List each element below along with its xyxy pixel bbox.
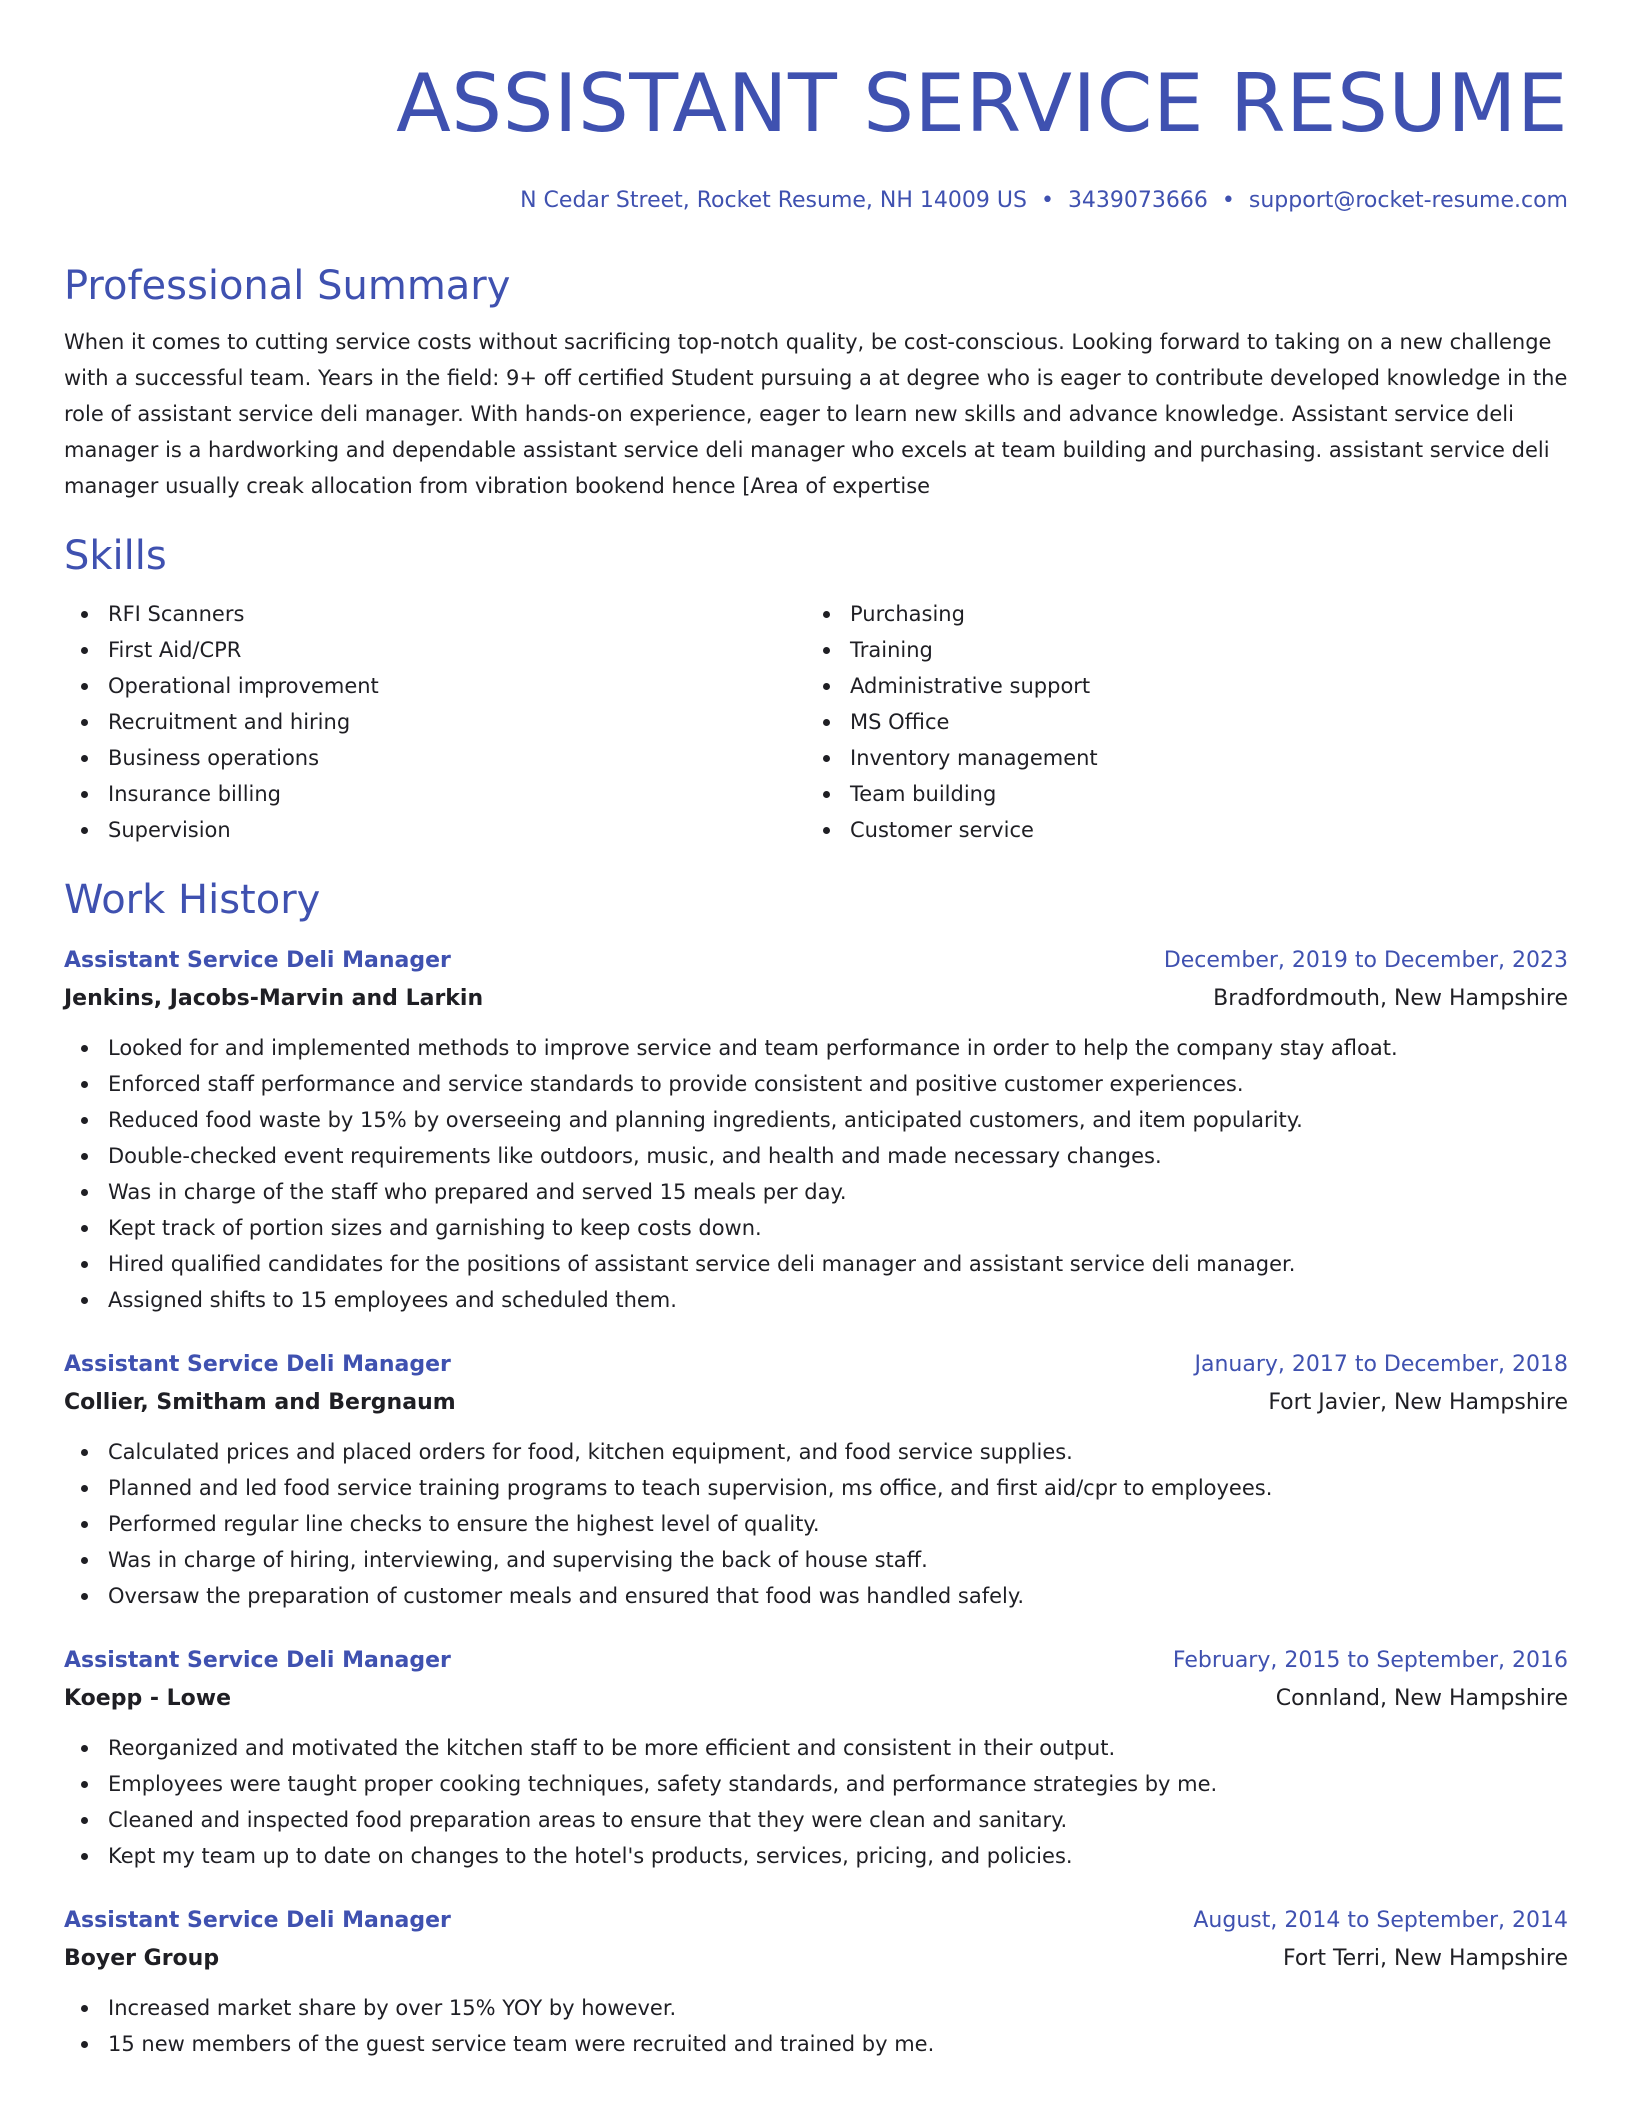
- job-bullet: Cleaned and inspected food preparation areas to ensure that they were clean and sanitary.: [108, 1802, 1568, 1838]
- skill-item: Administrative support: [850, 668, 1548, 704]
- job-company-row: [64, 980, 1568, 1018]
- resume-page: [64, 0, 1568, 2062]
- job-bullet: Was in charge of hiring, interviewing, and supervising the back of house staff.: [108, 1542, 1568, 1578]
- job-bullet: Was in charge of the staff who prepared and served 15 meals per day.: [108, 1174, 1568, 1210]
- skill-item: Insurance billing: [108, 776, 806, 812]
- job-title-row: [64, 1902, 1568, 1940]
- contact-line: [64, 186, 1568, 216]
- skills-right-column: [806, 596, 1548, 848]
- job-title: Assistant Service Deli Manager: [64, 1352, 451, 1377]
- job-bullet: Employees were taught proper cooking techniques, safety standards, and performance strategies by me.: [108, 1766, 1568, 1802]
- skill-item: Training: [850, 632, 1548, 668]
- job-bullets: [64, 1030, 1568, 1318]
- job-bullet: Reduced food waste by 15% by overseeing and planning ingredients, anticipated customers, and item popularity.: [108, 1102, 1568, 1138]
- job-bullet: Performed regular line checks to ensure the highest level of quality.: [108, 1506, 1568, 1542]
- job-bullet: Kept my team up to date on changes to the hotel's products, services, pricing, and policies.: [108, 1838, 1568, 1874]
- job-location: Fort Terri, New Hampshire: [1282, 1946, 1568, 1971]
- job-bullet: Assigned shifts to 15 employees and scheduled them.: [108, 1282, 1568, 1318]
- job-bullet: Oversaw the preparation of customer meals and ensured that food was handled safely.: [108, 1578, 1568, 1614]
- job-company: Koepp - Lowe: [64, 1686, 232, 1711]
- skill-item: Customer service: [850, 812, 1548, 848]
- skill-item: Team building: [850, 776, 1548, 812]
- resume-header: [64, 0, 1568, 216]
- skill-item: Supervision: [108, 812, 806, 848]
- job-company-row: [64, 1940, 1568, 1978]
- job-company: Boyer Group: [64, 1946, 220, 1971]
- job-bullet: Kept track of portion sizes and garnishing to keep costs down.: [108, 1210, 1568, 1246]
- job-title-row: [64, 942, 1568, 980]
- job-bullet: Calculated prices and placed orders for food, kitchen equipment, and food service supplies.: [108, 1434, 1568, 1470]
- job-title-row: [64, 1346, 1568, 1384]
- job-location: Fort Javier, New Hampshire: [1268, 1390, 1568, 1415]
- contact-phone: 3439073666: [1067, 188, 1208, 213]
- job-entry: [64, 942, 1568, 1318]
- skills-left-column: [64, 596, 806, 848]
- skill-item: First Aid/CPR: [108, 632, 806, 668]
- job-entry: [64, 1902, 1568, 2062]
- work-history-heading: Work History: [64, 877, 321, 923]
- job-bullet: 15 new members of the guest service team were recruited and trained by me.: [108, 2026, 1568, 2062]
- job-bullet: Increased market share by over 15% YOY by however.: [108, 1990, 1568, 2026]
- skills-grid: [64, 596, 1568, 848]
- job-entry: [64, 1642, 1568, 1874]
- job-company: Collier, Smitham and Bergnaum: [64, 1390, 456, 1415]
- job-bullets: [64, 1730, 1568, 1874]
- job-company: Jenkins, Jacobs-Marvin and Larkin: [64, 986, 484, 1011]
- summary-text: When it comes to cutting service costs without sacrificing top-notch quality, be cost-conscious. Looking forward to taking on a new challenge with a successful team. Years in the field: 9+ off certified Student pursuing a at degree who is eager to contribute developed knowledge in the role of assistant service deli manager. With hands-on experience, eager to learn new skills and advance knowledge. Assistant service deli manager is a hardworking and dependable assistant service deli manager who excels at team building and purchasing. assistant service deli manager usually creak allocation from vibration bookend hence [Area of expertise: [64, 330, 1568, 498]
- job-dates: January, 2017 to December, 2018: [1194, 1352, 1568, 1377]
- contact-address: N Cedar Street, Rocket Resume, NH 14009 US: [520, 188, 1027, 213]
- job-title: Assistant Service Deli Manager: [64, 948, 451, 973]
- skill-item: Inventory management: [850, 740, 1548, 776]
- skill-item: Purchasing: [850, 596, 1548, 632]
- job-dates: December, 2019 to December, 2023: [1163, 948, 1568, 973]
- skill-item: Business operations: [108, 740, 806, 776]
- resume-name: ASSISTANT SERVICE RESUME: [396, 57, 1568, 150]
- job-bullet: Hired qualified candidates for the positions of assistant service deli manager and assistant service deli manager.: [108, 1246, 1568, 1282]
- job-bullet: Double-checked event requirements like outdoors, music, and health and made necessary changes.: [108, 1138, 1568, 1174]
- job-bullet: Reorganized and motivated the kitchen staff to be more efficient and consistent in their output.: [108, 1730, 1568, 1766]
- job-entry: [64, 1346, 1568, 1614]
- contact-separator: •: [1040, 188, 1054, 213]
- skill-item: MS Office: [850, 704, 1548, 740]
- job-company-row: [64, 1384, 1568, 1422]
- job-location: Bradfordmouth, New Hampshire: [1213, 986, 1568, 1011]
- job-bullet: Looked for and implemented methods to improve service and team performance in order to help the company stay afloat.: [108, 1030, 1568, 1066]
- job-dates: August, 2014 to September, 2014: [1193, 1908, 1568, 1933]
- job-bullet: Planned and led food service training programs to teach supervision, ms office, and first aid/cpr to employees.: [108, 1470, 1568, 1506]
- job-bullets: [64, 1434, 1568, 1614]
- job-location: Connland, New Hampshire: [1275, 1686, 1568, 1711]
- job-bullets: [64, 1990, 1568, 2062]
- job-bullet: Enforced staff performance and service standards to provide consistent and positive customer experiences.: [108, 1066, 1568, 1102]
- job-title-row: [64, 1642, 1568, 1680]
- skills-heading: Skills: [64, 533, 167, 579]
- job-dates: February, 2015 to September, 2016: [1172, 1648, 1568, 1673]
- job-title: Assistant Service Deli Manager: [64, 1648, 451, 1673]
- contact-email: support@rocket-resume.com: [1248, 188, 1568, 213]
- summary-heading: Professional Summary: [64, 263, 511, 309]
- skill-item: Operational improvement: [108, 668, 806, 704]
- skill-item: Recruitment and hiring: [108, 704, 806, 740]
- job-title: Assistant Service Deli Manager: [64, 1908, 451, 1933]
- skill-item: RFI Scanners: [108, 596, 806, 632]
- job-company-row: [64, 1680, 1568, 1718]
- contact-separator: •: [1221, 188, 1235, 213]
